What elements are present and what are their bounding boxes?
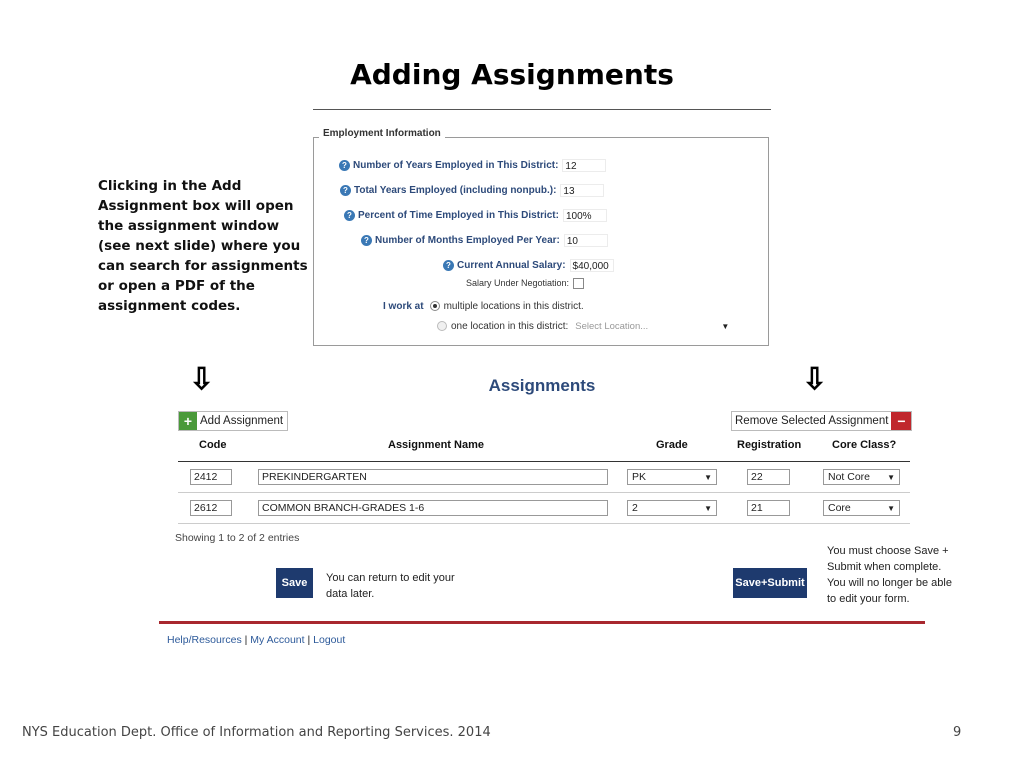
down-arrow-icon: ⇩ (189, 363, 215, 396)
link-separator: | (244, 634, 248, 646)
work-at-label: I work at (383, 300, 424, 312)
row-code-input[interactable]: 2412 (190, 469, 232, 485)
row-divider (178, 523, 910, 524)
chevron-down-icon: ▼ (887, 472, 895, 482)
remove-assignment-label: Remove Selected Assignment (735, 415, 889, 427)
field-label: Number of Years Employed in This District: (353, 159, 559, 171)
question-circle-icon[interactable]: ? (344, 210, 355, 221)
page-number: 9 (953, 725, 962, 740)
row-divider (178, 492, 910, 493)
salary-negotiation-checkbox[interactable] (573, 278, 584, 289)
chevron-down-icon: ▼ (704, 472, 712, 482)
row-registration-input[interactable]: 22 (747, 469, 790, 485)
save-button[interactable]: Save (276, 568, 313, 598)
question-circle-icon[interactable]: ? (361, 235, 372, 246)
save-note: You can return to edit your data later. (326, 572, 455, 600)
footer-links (167, 634, 345, 646)
years-district-input[interactable]: 12 (562, 159, 606, 172)
salary-negotiation-label: Salary Under Negotiation: (466, 278, 570, 288)
one-location-radio[interactable] (437, 321, 447, 331)
work-location-multiple (383, 298, 584, 314)
row-grade-select[interactable] (627, 500, 717, 516)
title-divider (313, 109, 771, 110)
link-separator: | (307, 634, 311, 646)
location-select[interactable] (572, 320, 732, 333)
table-header-divider (178, 461, 910, 462)
field-annual-salary (443, 257, 614, 273)
down-arrow-icon: ⇩ (802, 363, 828, 396)
row-core-select[interactable] (823, 469, 900, 485)
minus-icon: − (891, 412, 911, 430)
multiple-locations-label: multiple locations in this district. (443, 300, 584, 312)
chevron-down-icon: ▼ (721, 321, 730, 331)
slide-title: Adding Assignments (350, 58, 674, 91)
field-months-per-year (361, 232, 608, 248)
field-label: Number of Months Employed Per Year: (375, 234, 560, 246)
add-assignment-label: Add Assignment (200, 415, 284, 427)
months-per-year-input[interactable]: 10 (564, 234, 608, 247)
percent-time-input[interactable]: 100% (563, 209, 607, 222)
plus-icon: + (179, 412, 197, 430)
work-location-one (437, 318, 732, 334)
submit-note: You must choose Save + Submit when complete. You will no longer be able to edit your form. (827, 545, 952, 605)
core-value: Core (828, 502, 851, 514)
entries-count: Showing 1 to 2 of 2 entries (175, 532, 300, 544)
row-grade-select[interactable] (627, 469, 717, 485)
help-resources-link[interactable]: Help/Resources (167, 634, 242, 646)
core-value: Not Core (828, 471, 871, 483)
column-header-code: Code (199, 439, 227, 451)
question-circle-icon[interactable]: ? (443, 260, 454, 271)
field-years-district (339, 157, 606, 173)
slide-footer: NYS Education Dept. Office of Information and Reporting Services. 2014 (22, 725, 491, 740)
remove-assignment-button[interactable] (731, 411, 912, 431)
row-code-input[interactable]: 2612 (190, 500, 232, 516)
salary-negotiation (466, 275, 584, 291)
row-registration-input[interactable]: 21 (747, 500, 790, 516)
row-name-input[interactable]: COMMON BRANCH-GRADES 1-6 (258, 500, 608, 516)
field-label: Current Annual Salary: (457, 259, 566, 271)
add-assignment-button[interactable] (178, 411, 288, 431)
question-circle-icon[interactable]: ? (339, 160, 350, 171)
row-core-select[interactable] (823, 500, 900, 516)
grade-value: PK (632, 471, 647, 483)
instruction-callout: Clicking in the Add Assignment box will open the assignment window (see next slide) where you can search for assignments or open a PDF of the assignment codes. (98, 178, 308, 314)
annual-salary-input[interactable]: $40,000 (570, 259, 614, 272)
column-header-registration: Registration (737, 439, 802, 451)
one-location-label: one location in this district: (451, 320, 569, 332)
grade-value: 2 (632, 502, 638, 514)
field-total-years (340, 182, 604, 198)
footer-divider (159, 621, 925, 624)
chevron-down-icon: ▼ (887, 503, 895, 513)
question-circle-icon[interactable]: ? (340, 185, 351, 196)
field-percent-time (344, 207, 607, 223)
employment-legend: Employment Information (319, 128, 445, 139)
location-select-value: Select Location... (575, 320, 649, 332)
column-header-core: Core Class? (832, 439, 897, 451)
save-submit-button[interactable]: Save+Submit (733, 568, 807, 598)
column-header-name: Assignment Name (388, 439, 484, 451)
total-years-input[interactable]: 13 (560, 184, 604, 197)
chevron-down-icon: ▼ (704, 503, 712, 513)
field-label: Percent of Time Employed in This District: (358, 209, 559, 221)
my-account-link[interactable]: My Account (250, 634, 305, 646)
logout-link[interactable]: Logout (313, 634, 346, 646)
multiple-locations-radio[interactable] (430, 301, 440, 311)
assignments-heading: Assignments (488, 376, 596, 395)
field-label: Total Years Employed (including nonpub.): (354, 184, 557, 196)
row-name-input[interactable]: PREKINDERGARTEN (258, 469, 608, 485)
column-header-grade: Grade (656, 439, 688, 451)
